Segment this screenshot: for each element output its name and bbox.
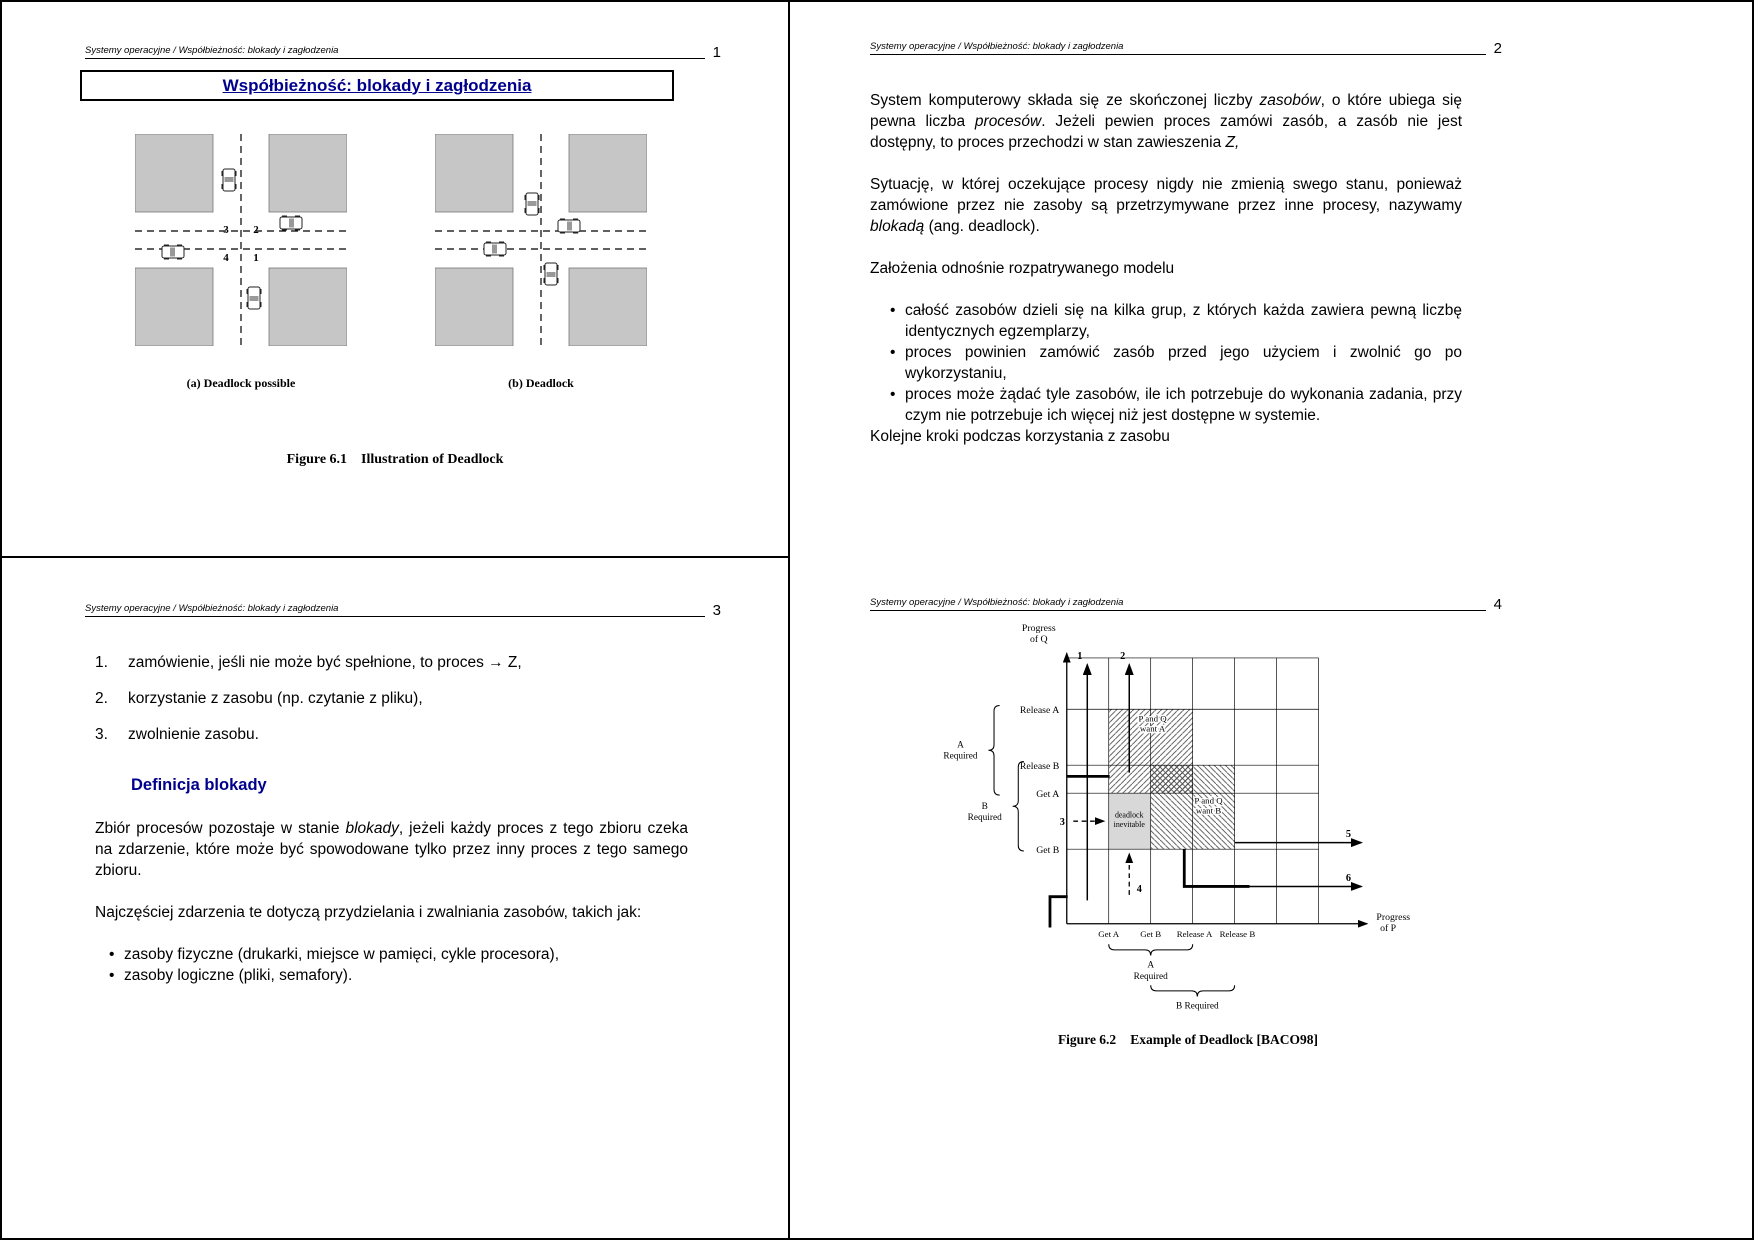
paragraph: Zbiór procesów pozostaje w stanie blokady, jeżeli każdy proces z tego zbioru czeka na zdarzenie, które może być spowodowane tylko przez inny proces z tego samego zbioru. [95,820,688,879]
page-number: 4 [1493,596,1502,613]
svg-text:B: B [981,802,988,813]
svg-text:2: 2 [1120,650,1126,662]
bullet-item: • zasoby fizyczne (drukarki, miejsce w pamięci, cykle procesora), [107,944,688,965]
slide-header [870,596,1502,611]
slide-header [85,602,721,617]
svg-text:Release B: Release B [1219,928,1256,939]
page-number: 1 [712,44,721,61]
slide-2 [790,2,1752,558]
paragraph: System komputerowy składa się ze skończonej liczby zasobów, o które ubiega się pewna liczba procesów. Jeżeli pewien proces zamówi zasób, a zasób nie jest dostępny, to proces przechodzi w stan zawieszenia Z, [870,92,1462,151]
car-icon [544,263,559,285]
paragraph: Sytuację, w której oczekujące procesy nigdy nie zmienią swego stanu, ponieważ zamówione przez nie zasoby są przetrzymywane przez inne procesy, nazywamy blokadą (ang. deadlock). [870,176,1462,235]
item-text: korzystanie z zasobu (np. czytanie z pliku), [128,690,423,707]
figure-label: Figure 6.1 [286,452,348,467]
slide-1 [2,2,790,558]
paragraph: Założenia odnośnie rozpatrywanego modelu [870,260,1175,277]
slide-title: Współbieżność: blokady i zagłodzenia [222,75,532,95]
item-number: 1. [95,654,108,671]
figure-6-1 [135,134,647,391]
header-rule [1123,50,1485,55]
svg-text:deadlock: deadlock [1114,810,1144,820]
svg-text:Release A: Release A [1019,704,1060,716]
svg-text:want A: want A [1139,723,1166,734]
svg-text:Get B: Get B [1036,844,1060,856]
car-icon [558,219,580,234]
header-rule [338,54,704,59]
svg-text:Progress: Progress [1021,622,1056,634]
svg-text:Progress: Progress [1376,912,1411,924]
svg-text:Get A: Get A [1098,928,1120,939]
svg-text:4: 4 [223,252,229,264]
course-title: Systemy operacyjne / Współbieżność: blokady i zagłodzenia [85,45,338,59]
paragraph: Kolejne kroki podczas korzystania z zasobu [870,428,1170,445]
car-icon [162,245,184,260]
assumption-list [888,300,1462,426]
item-number: 2. [95,690,108,707]
slide-header [870,40,1502,55]
car-icon [525,193,540,215]
course-title: Systemy operacyjne / Współbieżność: blokady i zagłodzenia [870,597,1123,611]
deadlock-label [1114,810,1146,828]
bullet-item: • zasoby logiczne (pliki, semafory). [107,965,688,986]
car-icon [222,169,237,191]
svg-text:Release A: Release A [1176,928,1213,939]
figure-title: Example of Deadlock [BACO98] [1130,1032,1319,1047]
region-overlap [1151,765,1193,793]
svg-text:B Required: B Required [1175,1001,1219,1012]
svg-text:Required: Required [967,813,1002,824]
svg-text:A: A [957,740,964,751]
svg-text:2: 2 [253,224,259,236]
p-axis-labels [1098,929,1255,939]
subcaption-a: (a) Deadlock possible [186,376,296,390]
slide-3 [2,558,790,1238]
svg-text:P and Q: P and Q [1138,713,1167,724]
bullet-item: • proces może żądać tyle zasobów, ile ich potrzebuje do wykonania zadania, przy czym nie potrzebuje ich więcej niż jest dostępne w systemie. [888,384,1462,426]
slide-header [85,44,721,59]
svg-text:A: A [1147,960,1155,971]
intersection-b-drawing [435,134,647,346]
svg-text:1: 1 [1077,650,1083,662]
svg-text:inevitable: inevitable [1113,819,1145,829]
joint-progress-diagram [908,616,1468,1017]
svg-text:Required: Required [1133,971,1168,982]
svg-text:4: 4 [1136,884,1142,896]
svg-text:1: 1 [253,252,259,264]
figure-6-1-caption [2,452,788,468]
bullet-item: • proces powinien zamówić zasób przed jego użyciem i zwolnić go po wykorzystaniu, [888,342,1462,384]
svg-text:3: 3 [1059,816,1065,828]
svg-text:Required: Required [943,751,978,762]
resource-list [107,944,688,986]
page-number: 2 [1493,40,1502,57]
intersection-b [435,134,647,391]
svg-text:6: 6 [1345,872,1351,884]
q-axis-labels [1020,705,1060,856]
slide-3-body [95,652,688,986]
figure-title: Illustration of Deadlock [361,452,504,467]
svg-text:3: 3 [223,224,229,236]
header-rule [1123,606,1485,611]
svg-text:Release B: Release B [1019,760,1060,772]
intersection-a [135,134,347,391]
figure-6-2 [908,616,1468,1022]
car-icon [280,216,302,231]
header-rule [338,612,704,617]
intersection-a-drawing [135,134,347,346]
course-title: Systemy operacyjne / Współbieżność: blokady i zagłodzenia [870,41,1123,55]
svg-text:Get A: Get A [1036,788,1060,800]
course-title: Systemy operacyjne / Współbieżność: blokady i zagłodzenia [85,603,338,617]
svg-text:want B: want B [1195,805,1222,816]
item-text: zamówienie, jeśli nie może być spełnione, to proces → Z, [128,654,522,671]
page-number: 3 [712,602,721,619]
slide-4 [790,558,1752,1238]
paragraph: Najczęściej zdarzenia te dotyczą przydzielania i zwalniania zasobów, takich jak: [95,904,642,921]
car-icon [484,242,506,257]
numbered-item [95,688,688,709]
svg-text:P and Q: P and Q [1194,795,1223,806]
section-heading: Definicja blokady [131,776,267,794]
svg-text:Get B: Get B [1140,928,1162,939]
figure-label: Figure 6.2 [1057,1032,1117,1047]
slide-title-box [80,70,674,101]
car-icon [247,287,262,309]
item-text: zwolnienie zasobu. [128,726,259,743]
grid-lines [1067,658,1319,924]
subcaption-b: (b) Deadlock [508,376,574,390]
slide-2-body [870,90,1462,468]
numbered-item [95,652,688,673]
bullet-item: • całość zasobów dzieli się na kilka grup, z których każda zawiera pewną liczbę identycznych egzemplarzy, [888,300,1462,342]
svg-text:5: 5 [1345,829,1351,841]
figure-6-2-caption [908,1032,1468,1048]
numbered-item [95,724,688,745]
svg-text:of Q: of Q [1029,634,1048,646]
item-number: 3. [95,726,108,743]
svg-text:of P: of P [1380,923,1397,935]
